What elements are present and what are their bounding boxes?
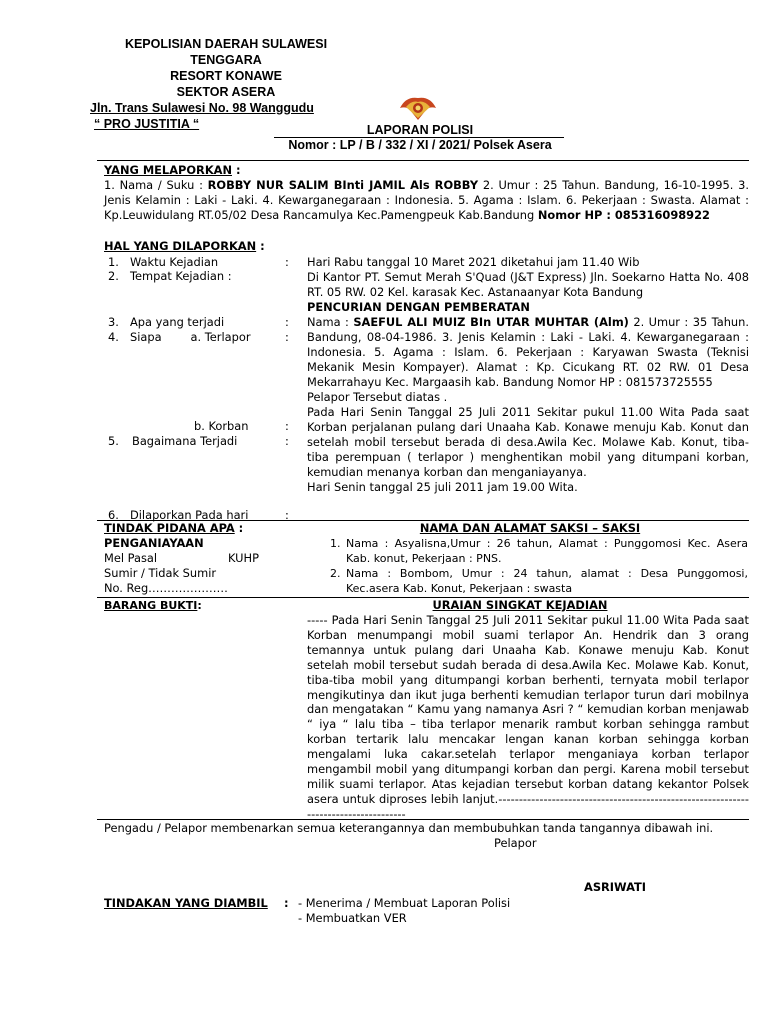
dilaporkan-pada-hari: Hari Senin tanggal 25 juli 2011 jam 19.00 Wita. (307, 480, 578, 494)
tindakan-colon: : (284, 896, 289, 910)
report-title (270, 122, 570, 138)
sumir-status: Sumir / Tidak Sumir (104, 566, 217, 580)
header-line-1: KEPOLISIAN DAERAH SULAWESI TENGGARA (124, 37, 328, 67)
tindakan-item: - Membuatkan VER (298, 911, 407, 925)
jenis-pidana: PENGANIAYAAN (104, 536, 204, 550)
tindakan-list (298, 896, 510, 926)
tindakan-heading: TINDAKAN YANG DIAMBIL (104, 896, 268, 910)
saksi-list (330, 536, 748, 596)
uraian-text: ----- Pada Hari Senin Tanggal 25 Juli 2011 Sekitar pukul 11.00 Wita Pada saat Korban menumpangi mobil suami terlapor An. Hendrik dan 3 orang temannya untuk pulang dari Unaaha Kab. Konawe menuju Kab. Konut setelah mobil tersebut sudah berada di desa.Awila Kec. Molawe Kab. Konut, tiba-tiba mobil yang ditumpangi korban berhenti, ternyata mobil terlapor mengikutinya dan ikut juga berhenti kemudian terlapor turun dari mobilnya dan mengatakan “ Kamu yang namanya Asri ? “ kemudian korban menjawab “ iya “ lalu tiba – tiba terlapor menarik rambut korban sehingga rambut korban tertarik lalu mencakar lengan kanan korban sehingga korban mengalami luka cakar.setelah terlapor menganiaya korban terlapor mengambil mobil yang ditumpangi korban dan pergi. Karena mobil tersebut milik suami terlapor. Atas kejadian tersebut korban datang kekantor Polsek asera untuk diproses lebih lanjut.------------------------------------------------------------------------------------- (307, 613, 749, 821)
section-dilaporkan-heading: HAL YANG DILAPORKAN : (104, 239, 265, 253)
uraian-heading: URAIAN SINGKAT KEJADIAN (432, 598, 608, 612)
saksi-item: 1. Nama : Asyalisna,Umur : 26 tahun, Alamat : Punggomosi Kec. Asera Kab. konut, Pekerjaan : PNS. (330, 537, 748, 565)
police-emblem-icon (398, 94, 438, 122)
pasal-label: Mel Pasal (104, 551, 158, 565)
section-melaporkan-heading: YANG MELAPORKAN : (104, 163, 241, 177)
terlapor-identity: Nama : SAEFUL ALI MUIZ BIn UTAR MUHTAR (Alm) 2. Umur : 35 Tahun. Bandung, 08-04-1986. 3. Jenis Kelamin : Laki - Laki. 4. Kewarganegaraan : Indonesia. 5. Agama : Islam. 6. Pekerjaan : Karyawan Swasta (Teknisi Mekanik Mesin Kompayer). Alamat : Kp. Cicukang RT. 02 RW. 01 Desa Mekarrahayu Kec. Margaasih kab. Bandung Nomor HP : 081573725555 (307, 315, 749, 389)
bagaimana-terjadi: Pada Hari Senin Tanggal 25 Juli 2011 Sekitar pukul 11.00 Wita Pada saat Korban perjalanan pulang dari Unaaha Kab. Konawe menuju Kab. Konut dan setelah mobil tersebut berada di desa.Awila Kec. Molawe Kab. Konut, tiba-tiba perempuan ( terlapor ) menghentikan mobil yang ditumpani korban, kemudian menanya korban dan menganiayanya. (307, 405, 749, 479)
pelapor-label: Pelapor (494, 836, 537, 850)
header-address: Jln. Trans Sulawesi No. 98 Wanggudu (90, 101, 314, 115)
institution-header (90, 36, 362, 132)
section-tindak-pidana-heading: TINDAK PIDANA APA : (104, 521, 244, 535)
nomor-registrasi: No. Reg………………… (104, 581, 228, 595)
saksi-heading: NAMA DAN ALAMAT SAKSI – SAKSI (419, 521, 641, 535)
apa-terjadi: PENCURIAN DENGAN PEMBERATAN (307, 300, 530, 314)
saksi-item: 2. Nama : Bombom, Umur : 24 tahun, alamat : Desa Punggomosi, Kec.asera Kab. Konut, Pekerjaan : swasta (330, 567, 748, 595)
header-line-3: SEKTOR ASERA (176, 85, 276, 99)
pasal-kuhp: KUHP (228, 551, 259, 565)
signer-name: ASRIWATI (584, 880, 647, 894)
pro-justitia: “ PRO JUSTITIA “ (94, 117, 200, 131)
dilaporkan-values (307, 255, 749, 495)
tindakan-item: - Menerima / Membuat Laporan Polisi (298, 896, 511, 910)
title-label: LAPORAN POLISI (366, 123, 474, 137)
report-number: Nomor : LP / B / 332 / XI / 2021/ Polsek Asera (288, 138, 552, 152)
tempat-kejadian: Di Kantor PT. Semut Merah S'Quad (J&T Express) Jln. Soekarno Hatta No. 408 RT. 05 RW. 02 Kel. karasak Kec. Astanaanyar Kota Bandung (307, 270, 749, 299)
header-line-2: RESORT KONAWE (170, 69, 282, 83)
pernyataan-pelapor: Pengadu / Pelapor membenarkan semua keterangannya dan membubuhkan tanda tangannya dibawah ini. (104, 821, 714, 835)
korban: Pelapor Tersebut diatas . (307, 390, 448, 404)
waktu-kejadian: Hari Rabu tanggal 10 Maret 2021 diketahui jam 11.40 Wib (307, 255, 640, 269)
barang-bukti-heading: BARANG BUKTI: (104, 599, 202, 612)
pelapor-identity: 1. Nama / Suku : ROBBY NUR SALIM BInti JAMIL Als ROBBY 2. Umur : 25 Tahun. Bandung, 16-10-1995. 3. Jenis Kelamin : Laki - Laki. 4. Kewarganegaraan : Indonesia. 5. Agama : Islam. 6. Pekerjaan : Swasta. Alamat : Kp.Leuwidulang RT.05/02 Desa Rancamulya Kec.Pamengpeuk Kab.Bandung Nomor HP : 085316098922 (104, 178, 749, 222)
